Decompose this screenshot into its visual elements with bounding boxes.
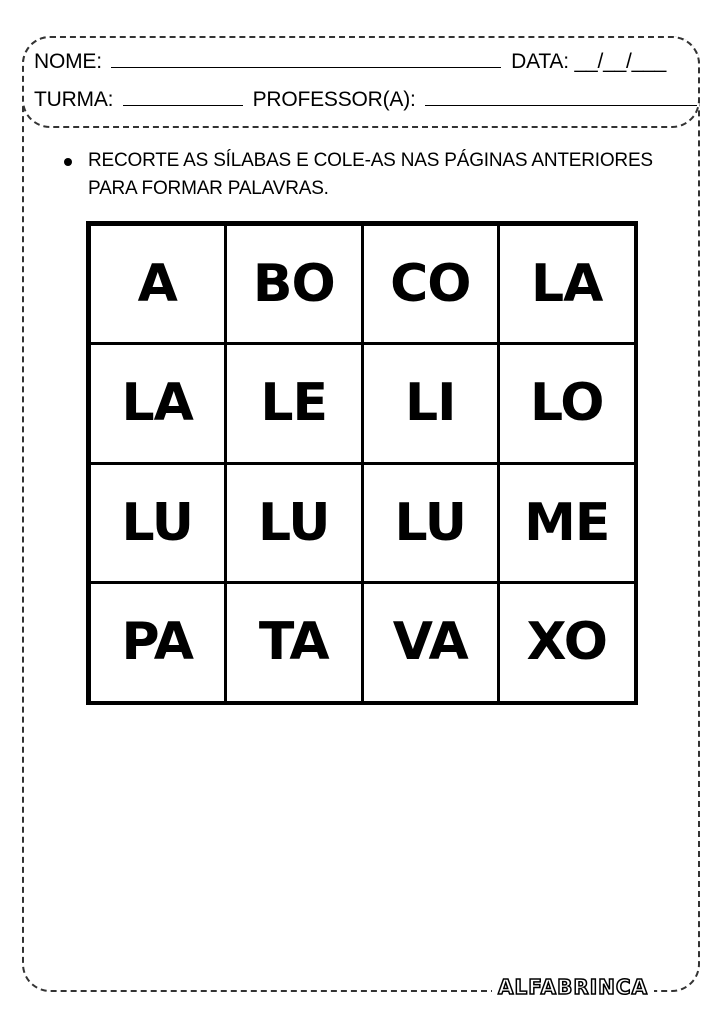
syllable-card: PA [88, 581, 228, 704]
instruction-text [88, 147, 653, 203]
syllable-card: LI [361, 342, 501, 465]
syllable-card: TA [224, 581, 364, 704]
name-field[interactable] [111, 49, 501, 68]
class-label: TURMA: [34, 88, 114, 111]
syllable-card: LA [88, 342, 228, 465]
syllable-card: ME [497, 462, 637, 585]
syllable-card: LA [497, 223, 637, 346]
syllable-card: XO [497, 581, 637, 704]
date-label: DATA: [511, 50, 569, 73]
syllable-card: LU [361, 462, 501, 585]
syllable-card: A [88, 223, 228, 346]
syllable-card: LE [224, 342, 364, 465]
syllable-card: LO [497, 342, 637, 465]
syllable-grid [86, 221, 638, 705]
date-field[interactable]: __/__/___ [574, 50, 667, 73]
syllable-card: CO [361, 223, 501, 346]
syllable-card: VA [361, 581, 501, 704]
syllable-card: LU [88, 462, 228, 585]
name-label: NOME: [34, 50, 102, 73]
header-line-1 [34, 49, 666, 74]
instruction-line-2: PARA FORMAR PALAVRAS. [88, 178, 329, 199]
class-field[interactable] [123, 87, 243, 106]
syllable-card: BO [224, 223, 364, 346]
alfabrinca-logo: ALFABRINCA [492, 975, 654, 999]
teacher-label: PROFESSOR(A): [252, 88, 416, 111]
syllable-card: LU [224, 462, 364, 585]
bullet-icon [64, 158, 72, 166]
teacher-field[interactable] [425, 87, 697, 106]
instruction-line-1: RECORTE AS SÍLABAS E COLE-AS NAS PÁGINAS ANTERIORES [88, 150, 653, 171]
header-line-2 [34, 87, 701, 112]
